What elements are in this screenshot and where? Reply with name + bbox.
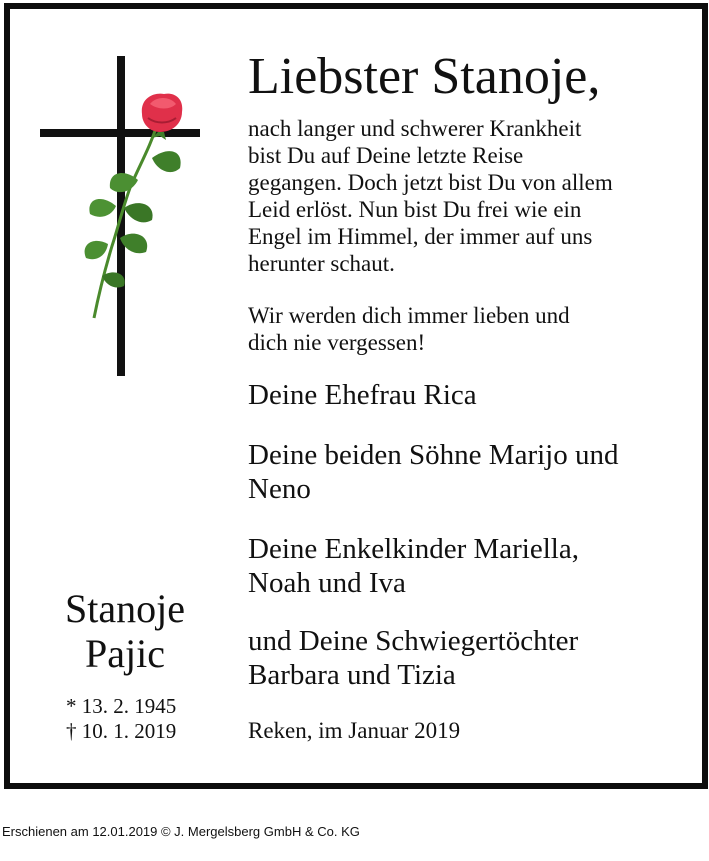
message-text (248, 115, 688, 356)
deceased-first-name: Stanoje (65, 586, 185, 631)
deceased-name (20, 586, 230, 676)
rose-icon (60, 88, 190, 323)
death-date: † 10. 1. 2019 (66, 719, 177, 743)
place-date: Reken, im Januar 2019 (248, 718, 461, 743)
message-paragraph: nach langer und schwerer Krankheit bist Du auf Deine letzte Reise gegangen. Doch jetzt bist Du von allem Leid erlöst. Nun bist Du frei wie ein Engel im Himmel, der immer auf uns herunter schaut. (248, 116, 613, 276)
birth-date: * 13. 2. 1945 (66, 694, 177, 718)
publication-footer: Erschienen am 12.01.2019 © J. Mergelsberg GmbH & Co. KG (2, 824, 360, 839)
closing-paragraph: Wir werden dich immer lieben und dich nie vergessen! (248, 303, 570, 355)
signature-sons: Deine beiden Söhne Marijo und Neno (248, 439, 619, 505)
signature-daughters-in-law: und Deine Schwiegertöchter Barbara und Tizia (248, 625, 579, 691)
headline: Liebster Stanoje, (248, 48, 601, 105)
deceased-last-name: Pajic (85, 631, 165, 676)
signature-grandchildren: Deine Enkelkinder Mariella, Noah und Iva (248, 533, 579, 599)
life-dates (66, 694, 176, 744)
signature-wife: Deine Ehefrau Rica (248, 379, 477, 411)
